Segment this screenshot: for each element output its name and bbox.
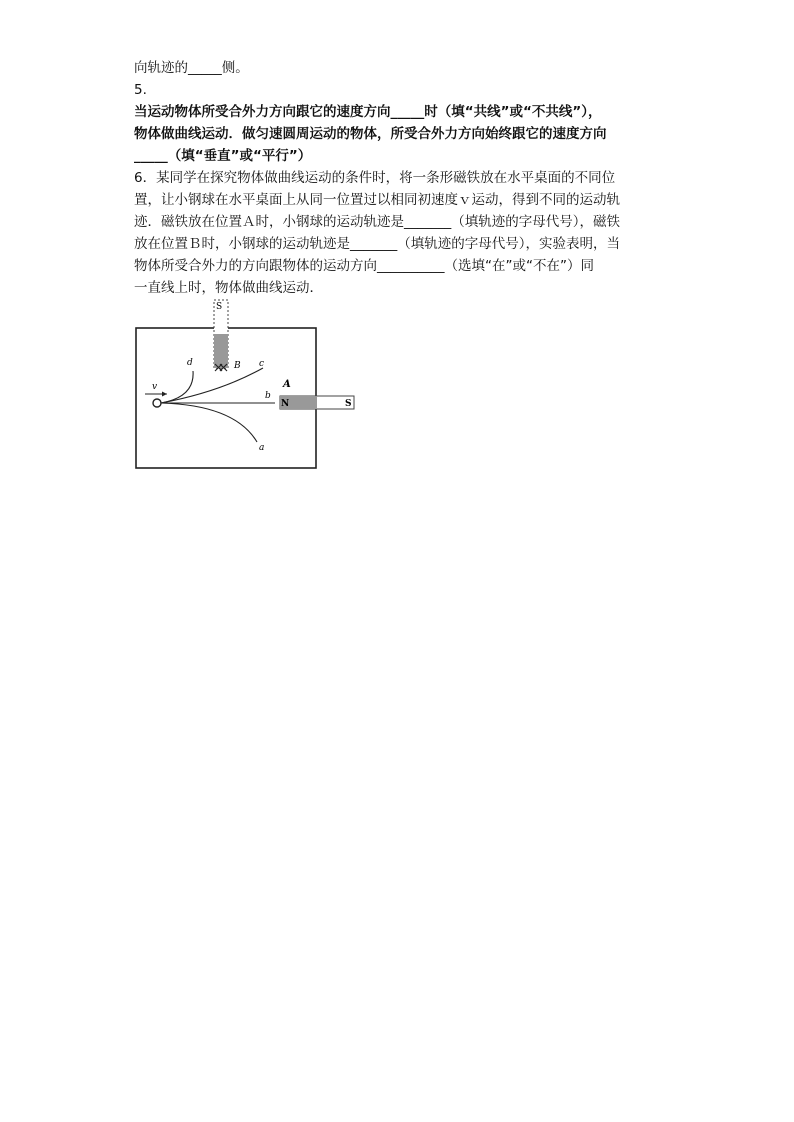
label-b-position: B xyxy=(234,361,241,371)
question-6-line-1: 6．某同学在探究物体做曲线运动的条件时，将一条形磁铁放在水平桌面的不同位 xyxy=(134,170,616,186)
question-5-line-2: 物体做曲线运动．做匀速圆周运动的物体，所受合外力方向始终跟它的速度方向 xyxy=(134,126,607,142)
velocity-arrow-head xyxy=(162,392,167,397)
question-6-line-5: 物体所受合外力的方向跟物体的运动方向__________（选填“在”或“不在”）同 xyxy=(134,258,594,274)
label-n-right: N xyxy=(281,399,290,409)
question-6-line-4: 放在位置Ｂ时，小钢球的运动轨迹是_______（填轨迹的字母代号），实验表明，当 xyxy=(134,236,620,252)
question-5-number: 5. xyxy=(134,82,147,98)
trajectory-c xyxy=(161,368,263,403)
question-5-line-1: 当运动物体所受合外力方向跟它的速度方向_____时（填“共线”或“不共线”）， xyxy=(134,104,602,120)
question-6-line-6: 一直线上时，物体做曲线运动． xyxy=(134,280,323,296)
question-6-line-2: 置，让小钢球在水平桌面上从同一位置过以相同初速度ｖ运动，得到不同的运动轨 xyxy=(134,192,620,208)
trajectory-d xyxy=(161,371,193,403)
label-d: d xyxy=(187,358,193,368)
label-s-right: S xyxy=(345,399,352,409)
question-5-line-3: _____（填“垂直”或“平行”） xyxy=(134,148,312,164)
text-line-1: 向轨迹的_____侧。 xyxy=(134,60,249,76)
label-c: c xyxy=(259,359,265,369)
trajectory-a xyxy=(161,403,257,442)
label-a: a xyxy=(259,443,265,453)
label-b: b xyxy=(265,391,271,401)
label-s-top: S xyxy=(216,302,223,312)
question-6-line-3: 迹．磁铁放在位置Ａ时，小钢球的运动轨迹是_______（填轨迹的字母代号），磁铁 xyxy=(134,214,620,230)
label-v: v xyxy=(152,382,158,392)
label-a-position: A xyxy=(283,379,291,390)
magnet-b-dark-half xyxy=(214,334,228,368)
steel-ball xyxy=(153,399,161,407)
magnet-experiment-diagram xyxy=(125,292,365,477)
